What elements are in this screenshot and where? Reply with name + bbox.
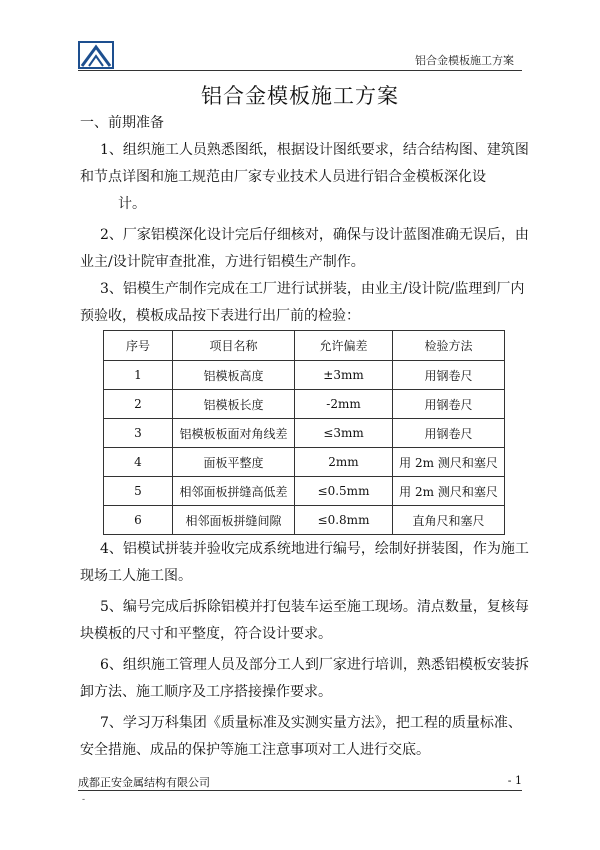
paragraph-line: 业主/设计院审查批准，方进行铝模生产制作。 bbox=[80, 254, 365, 270]
table-cell: ≤0.5mm bbox=[295, 477, 393, 506]
paragraph-line: 4、铝模试拼装并验收完成系统地进行编号，绘制好拼装图，作为施工 bbox=[100, 541, 529, 557]
table-cell: 6 bbox=[104, 506, 173, 535]
paragraph-line: 7、学习万科集团《质量标准及实测实量方法》，把工程的质量标准、 bbox=[100, 715, 522, 731]
section-heading: 一、前期准备 bbox=[80, 115, 164, 131]
header-doc-name: 铝合金模板施工方案 bbox=[415, 54, 514, 67]
footer-mark: - bbox=[82, 795, 86, 805]
table-row bbox=[104, 390, 505, 419]
table-row bbox=[104, 419, 505, 448]
table-cell: 铝模板长度 bbox=[173, 390, 295, 419]
paragraph-line: 计。 bbox=[118, 196, 146, 212]
paragraph-line: 现场工人施工图。 bbox=[80, 568, 192, 584]
table-cell: 用钢卷尺 bbox=[393, 361, 505, 390]
table-cell: 相邻面板拼缝间隙 bbox=[173, 506, 295, 535]
paragraph-line: 5、编号完成后拆除铝模并打包装车运至施工现场。清点数量，复核每 bbox=[100, 599, 529, 615]
header-divider bbox=[78, 70, 522, 71]
col-header: 允许偏差 bbox=[295, 331, 393, 361]
paragraph-line: 预验收，模板成品按下表进行出厂前的检验： bbox=[80, 308, 360, 324]
table-row bbox=[104, 448, 505, 477]
table-cell: 用 2m 测尺和塞尺 bbox=[393, 477, 505, 506]
table-cell: 直角尺和塞尺 bbox=[393, 506, 505, 535]
col-header: 检验方法 bbox=[393, 331, 505, 361]
company-logo-icon bbox=[78, 40, 114, 70]
table-cell: 相邻面板拼缝高低差 bbox=[173, 477, 295, 506]
table-cell: 3 bbox=[104, 419, 173, 448]
table-cell: 1 bbox=[104, 361, 173, 390]
table-cell: 用钢卷尺 bbox=[393, 390, 505, 419]
table-row bbox=[104, 506, 505, 535]
table-cell: 用 2m 测尺和塞尺 bbox=[393, 448, 505, 477]
paragraph-line: 1、组织施工人员熟悉图纸，根据设计图纸要求，结合结构图、建筑图 bbox=[100, 142, 529, 158]
table-cell: 铝模板高度 bbox=[173, 361, 295, 390]
table-row bbox=[104, 361, 505, 390]
table-cell: 2 bbox=[104, 390, 173, 419]
col-header: 项目名称 bbox=[173, 331, 295, 361]
document-title: 铝合金模板施工方案 bbox=[201, 84, 399, 108]
paragraph-line: 和节点详图和施工规范由厂家专业技术人员进行铝合金模板深化设 bbox=[80, 169, 486, 185]
paragraph-line: 2、厂家铝模深化设计完后仔细核对，确保与设计蓝图准确无误后，由 bbox=[100, 227, 529, 243]
paragraph-line: 安全措施、成品的保护等施工注意事项对工人进行交底。 bbox=[80, 742, 430, 758]
table-row bbox=[104, 477, 505, 506]
paragraph-line: 块模板的尺寸和平整度，符合设计要求。 bbox=[80, 626, 332, 642]
table-cell: 2mm bbox=[295, 448, 393, 477]
table-cell: ≤3mm bbox=[295, 419, 393, 448]
paragraph-line: 3、铝模生产制作完成在工厂进行试拼装，由业主/设计院/监理到厂内 bbox=[100, 281, 525, 297]
table-cell: ≤0.8mm bbox=[295, 506, 393, 535]
inspection-table bbox=[103, 330, 505, 535]
paragraph-line: 卸方法、施工顺序及工序搭接操作要求。 bbox=[80, 684, 332, 700]
table-cell: -2mm bbox=[295, 390, 393, 419]
table-cell: ±3mm bbox=[295, 361, 393, 390]
table-cell: 5 bbox=[104, 477, 173, 506]
page-number: - 1 bbox=[507, 774, 522, 787]
page-header bbox=[78, 40, 522, 72]
table-cell: 用钢卷尺 bbox=[393, 419, 505, 448]
paragraph-line: 6、组织施工管理人员及部分工人到厂家进行培训，熟悉铝模板安装拆 bbox=[100, 657, 529, 673]
col-header: 序号 bbox=[104, 331, 173, 361]
table-cell: 面板平整度 bbox=[173, 448, 295, 477]
footer-company: 成都正安金属结构有限公司 bbox=[78, 776, 210, 789]
table-cell: 4 bbox=[104, 448, 173, 477]
table-header-row bbox=[104, 331, 505, 361]
table-cell: 铝模板板面对角线差 bbox=[173, 419, 295, 448]
footer-divider bbox=[78, 790, 522, 791]
